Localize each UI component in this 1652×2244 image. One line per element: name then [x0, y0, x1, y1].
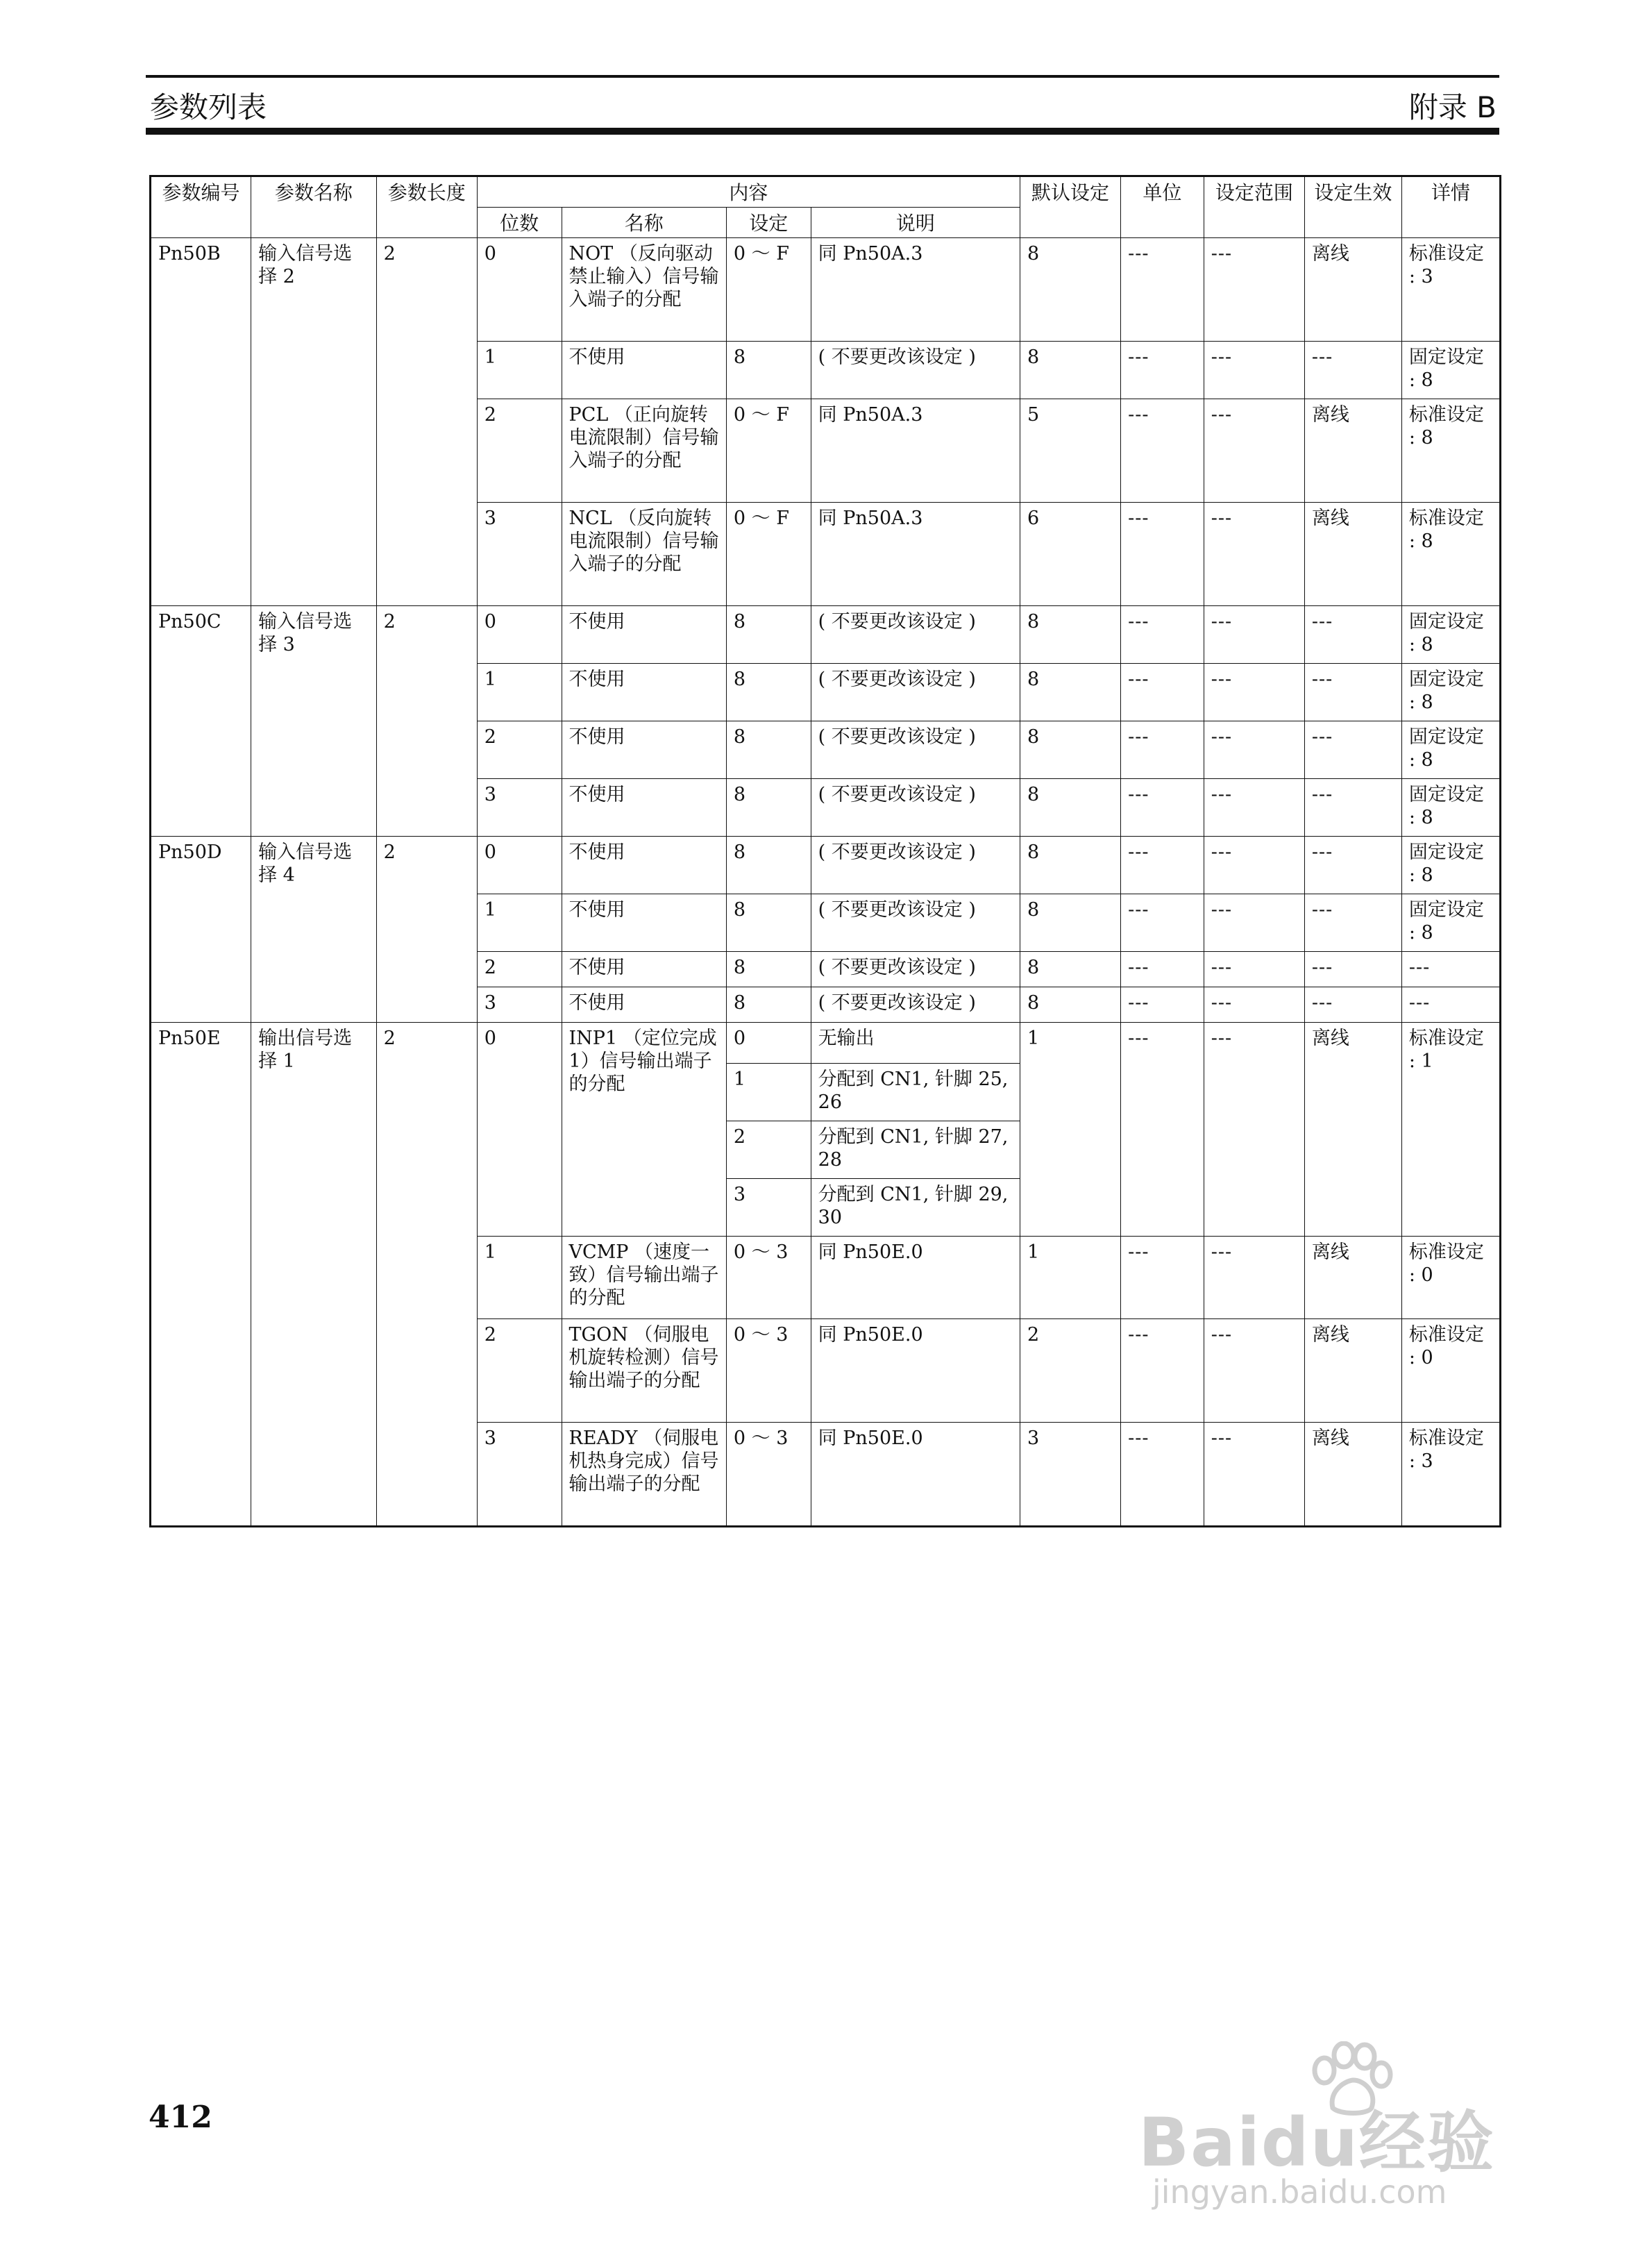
effect-cell: --- [1304, 721, 1401, 779]
param-no-cell: Pn50C [151, 606, 251, 837]
unit-cell: --- [1121, 721, 1204, 779]
unit-cell: --- [1121, 894, 1204, 952]
effect-cell: 离线 [1304, 238, 1401, 342]
param-name-cell: 输入信号选择 3 [251, 606, 377, 837]
digit-cell: 1 [477, 894, 562, 952]
range-cell: --- [1204, 837, 1304, 894]
desc-cell: ( 不要更改该设定 ) [811, 837, 1020, 894]
digit-cell: 2 [477, 721, 562, 779]
setting-cell: 8 [726, 721, 811, 779]
unit-cell: --- [1121, 606, 1204, 664]
default-cell: 8 [1020, 987, 1121, 1023]
detail-cell: --- [1401, 987, 1500, 1023]
param-no-cell: Pn50E [151, 1023, 251, 1527]
name-cell: 不使用 [562, 721, 726, 779]
desc-cell: ( 不要更改该设定 ) [811, 721, 1020, 779]
default-cell: 8 [1020, 342, 1121, 399]
desc-cell: 同 Pn50A.3 [811, 399, 1020, 503]
col-content: 内容 [477, 176, 1020, 208]
setting-cell: 8 [726, 837, 811, 894]
param-no-cell: Pn50B [151, 238, 251, 606]
detail-cell: 固定设定 : 8 [1401, 606, 1500, 664]
name-cell: NCL （反向旋转电流限制）信号输入端子的分配 [562, 503, 726, 606]
effect-cell: --- [1304, 664, 1401, 721]
desc-cell: 同 Pn50E.0 [811, 1237, 1020, 1319]
name-cell: PCL （正向旋转电流限制）信号输入端子的分配 [562, 399, 726, 503]
unit-cell: --- [1121, 399, 1204, 503]
col-param-no: 参数编号 [151, 176, 251, 238]
header-row-1 [151, 176, 1501, 208]
col-detail: 详情 [1401, 176, 1500, 238]
default-cell: 1 [1020, 1237, 1121, 1319]
desc-cell: 分配到 CN1, 针脚 25, 26 [811, 1064, 1020, 1121]
page-header [146, 75, 1499, 135]
unit-cell: --- [1121, 987, 1204, 1023]
col-digit: 位数 [477, 208, 562, 238]
effect-cell: 离线 [1304, 503, 1401, 606]
table-header [151, 176, 1501, 238]
default-cell: 8 [1020, 894, 1121, 952]
effect-cell: --- [1304, 779, 1401, 837]
detail-cell: --- [1401, 952, 1500, 987]
detail-cell: 固定设定 : 8 [1401, 721, 1500, 779]
range-cell: --- [1204, 1237, 1304, 1319]
default-cell: 8 [1020, 606, 1121, 664]
unit-cell: --- [1121, 503, 1204, 606]
effect-cell: 离线 [1304, 1423, 1401, 1527]
desc-cell: 无输出 [811, 1023, 1020, 1064]
setting-cell: 8 [726, 779, 811, 837]
unit-cell: --- [1121, 952, 1204, 987]
param-name-cell: 输入信号选择 4 [251, 837, 377, 1023]
default-cell: 2 [1020, 1319, 1121, 1423]
range-cell: --- [1204, 503, 1304, 606]
unit-cell: --- [1121, 837, 1204, 894]
detail-cell: 标准设定 : 0 [1401, 1319, 1500, 1423]
table-row [151, 606, 1501, 664]
digit-cell: 0 [477, 238, 562, 342]
header-rule-top [146, 75, 1499, 78]
detail-cell: 固定设定 : 8 [1401, 342, 1500, 399]
range-cell: --- [1204, 1023, 1304, 1237]
name-cell: 不使用 [562, 664, 726, 721]
setting-cell: 0 ～ 3 [726, 1319, 811, 1423]
name-cell: READY （伺服电机热身完成）信号输出端子的分配 [562, 1423, 726, 1527]
unit-cell: --- [1121, 342, 1204, 399]
table-row [151, 837, 1501, 894]
digit-cell: 2 [477, 952, 562, 987]
unit-cell: --- [1121, 664, 1204, 721]
header-rule-bottom [146, 128, 1499, 135]
default-cell: 8 [1020, 238, 1121, 342]
param-name-cell: 输入信号选择 2 [251, 238, 377, 606]
digit-cell: 0 [477, 1023, 562, 1237]
setting-cell: 0 [726, 1023, 811, 1064]
unit-cell: --- [1121, 779, 1204, 837]
detail-cell: 标准设定 : 8 [1401, 503, 1500, 606]
desc-cell: 同 Pn50E.0 [811, 1423, 1020, 1527]
range-cell: --- [1204, 399, 1304, 503]
param-len-cell: 2 [376, 606, 477, 837]
desc-cell: 分配到 CN1, 针脚 29, 30 [811, 1179, 1020, 1237]
desc-cell: 同 Pn50A.3 [811, 238, 1020, 342]
effect-cell: --- [1304, 894, 1401, 952]
col-default: 默认设定 [1020, 176, 1121, 238]
detail-cell: 标准设定 : 3 [1401, 1423, 1500, 1527]
param-name-cell: 输出信号选择 1 [251, 1023, 377, 1527]
default-cell: 5 [1020, 399, 1121, 503]
desc-cell: ( 不要更改该设定 ) [811, 664, 1020, 721]
desc-cell: ( 不要更改该设定 ) [811, 342, 1020, 399]
digit-cell: 3 [477, 779, 562, 837]
col-unit: 单位 [1121, 176, 1204, 238]
unit-cell: --- [1121, 1319, 1204, 1423]
range-cell: --- [1204, 894, 1304, 952]
detail-cell: 固定设定 : 8 [1401, 894, 1500, 952]
default-cell: 8 [1020, 952, 1121, 987]
effect-cell: 离线 [1304, 1237, 1401, 1319]
default-cell: 6 [1020, 503, 1121, 606]
digit-cell: 0 [477, 606, 562, 664]
page-title: 参数列表 [150, 90, 267, 124]
setting-cell: 3 [726, 1179, 811, 1237]
col-name: 名称 [562, 208, 726, 238]
setting-cell: 0 ～ 3 [726, 1237, 811, 1319]
name-cell: 不使用 [562, 779, 726, 837]
name-cell: 不使用 [562, 606, 726, 664]
desc-cell: ( 不要更改该设定 ) [811, 779, 1020, 837]
setting-cell: 1 [726, 1064, 811, 1121]
setting-cell: 8 [726, 606, 811, 664]
col-effect: 设定生效 [1304, 176, 1401, 238]
detail-cell: 固定设定 : 8 [1401, 779, 1500, 837]
detail-cell: 固定设定 : 8 [1401, 837, 1500, 894]
col-range: 设定范围 [1204, 176, 1304, 238]
col-desc: 说明 [811, 208, 1020, 238]
col-setting: 设定 [726, 208, 811, 238]
name-cell: 不使用 [562, 987, 726, 1023]
effect-cell: 离线 [1304, 399, 1401, 503]
effect-cell: --- [1304, 837, 1401, 894]
setting-cell: 8 [726, 342, 811, 399]
range-cell: --- [1204, 1319, 1304, 1423]
unit-cell: --- [1121, 1237, 1204, 1319]
desc-cell: ( 不要更改该设定 ) [811, 606, 1020, 664]
default-cell: 8 [1020, 837, 1121, 894]
digit-cell: 3 [477, 503, 562, 606]
setting-cell: 8 [726, 664, 811, 721]
watermark [1138, 2041, 1562, 2215]
name-cell: 不使用 [562, 894, 726, 952]
digit-cell: 2 [477, 399, 562, 503]
desc-cell: ( 不要更改该设定 ) [811, 894, 1020, 952]
range-cell: --- [1204, 779, 1304, 837]
detail-cell: 标准设定 : 0 [1401, 1237, 1500, 1319]
default-cell: 3 [1020, 1423, 1121, 1527]
range-cell: --- [1204, 664, 1304, 721]
setting-cell: 0 ～ F [726, 503, 811, 606]
unit-cell: --- [1121, 238, 1204, 342]
desc-cell: 同 Pn50A.3 [811, 503, 1020, 606]
desc-cell: ( 不要更改该设定 ) [811, 987, 1020, 1023]
table-row [151, 1023, 1501, 1064]
digit-cell: 2 [477, 1319, 562, 1423]
effect-cell: --- [1304, 987, 1401, 1023]
default-cell: 8 [1020, 664, 1121, 721]
range-cell: --- [1204, 987, 1304, 1023]
table-row [151, 238, 1501, 342]
setting-cell: 0 ～ F [726, 238, 811, 342]
setting-cell: 2 [726, 1121, 811, 1179]
range-cell: --- [1204, 1423, 1304, 1527]
range-cell: --- [1204, 721, 1304, 779]
desc-cell: 同 Pn50E.0 [811, 1319, 1020, 1423]
detail-cell: 标准设定 : 1 [1401, 1023, 1500, 1237]
digit-cell: 3 [477, 1423, 562, 1527]
default-cell: 1 [1020, 1023, 1121, 1237]
range-cell: --- [1204, 952, 1304, 987]
default-cell: 8 [1020, 779, 1121, 837]
watermark-brand: Baidu经验 [1138, 2104, 1495, 2182]
digit-cell: 0 [477, 837, 562, 894]
setting-cell: 0 ～ 3 [726, 1423, 811, 1527]
table-body [151, 238, 1501, 1527]
name-cell: VCMP （速度一致）信号输出端子的分配 [562, 1237, 726, 1319]
setting-cell: 8 [726, 987, 811, 1023]
setting-cell: 0 ～ F [726, 399, 811, 503]
unit-cell: --- [1121, 1023, 1204, 1237]
detail-cell: 标准设定 : 8 [1401, 399, 1500, 503]
digit-cell: 1 [477, 1237, 562, 1319]
name-cell: TGON （伺服电机旋转检测）信号输出端子的分配 [562, 1319, 726, 1423]
param-no-cell: Pn50D [151, 837, 251, 1023]
name-cell: NOT （反向驱动禁止输入）信号输入端子的分配 [562, 238, 726, 342]
setting-cell: 8 [726, 894, 811, 952]
detail-cell: 标准设定 : 3 [1401, 238, 1500, 342]
col-param-len: 参数长度 [376, 176, 477, 238]
setting-cell: 8 [726, 952, 811, 987]
effect-cell: --- [1304, 342, 1401, 399]
range-cell: --- [1204, 238, 1304, 342]
name-cell: 不使用 [562, 837, 726, 894]
name-cell: INP1 （定位完成 1）信号输出端子的分配 [562, 1023, 726, 1237]
digit-cell: 1 [477, 342, 562, 399]
effect-cell: 离线 [1304, 1023, 1401, 1237]
param-len-cell: 2 [376, 1023, 477, 1527]
parameter-table [149, 175, 1501, 1527]
watermark-url: jingyan.baidu.com [1152, 2173, 1447, 2211]
col-param-name: 参数名称 [251, 176, 377, 238]
range-cell: --- [1204, 342, 1304, 399]
param-len-cell: 2 [376, 238, 477, 606]
desc-cell: 分配到 CN1, 针脚 27, 28 [811, 1121, 1020, 1179]
appendix-label: 附录 B [1408, 90, 1497, 124]
name-cell: 不使用 [562, 342, 726, 399]
digit-cell: 1 [477, 664, 562, 721]
effect-cell: --- [1304, 952, 1401, 987]
name-cell: 不使用 [562, 952, 726, 987]
digit-cell: 3 [477, 987, 562, 1023]
desc-cell: ( 不要更改该设定 ) [811, 952, 1020, 987]
unit-cell: --- [1121, 1423, 1204, 1527]
effect-cell: 离线 [1304, 1319, 1401, 1423]
range-cell: --- [1204, 606, 1304, 664]
param-len-cell: 2 [376, 837, 477, 1023]
page-number: 412 [149, 2100, 212, 2135]
default-cell: 8 [1020, 721, 1121, 779]
detail-cell: 固定设定 : 8 [1401, 664, 1500, 721]
effect-cell: --- [1304, 606, 1401, 664]
